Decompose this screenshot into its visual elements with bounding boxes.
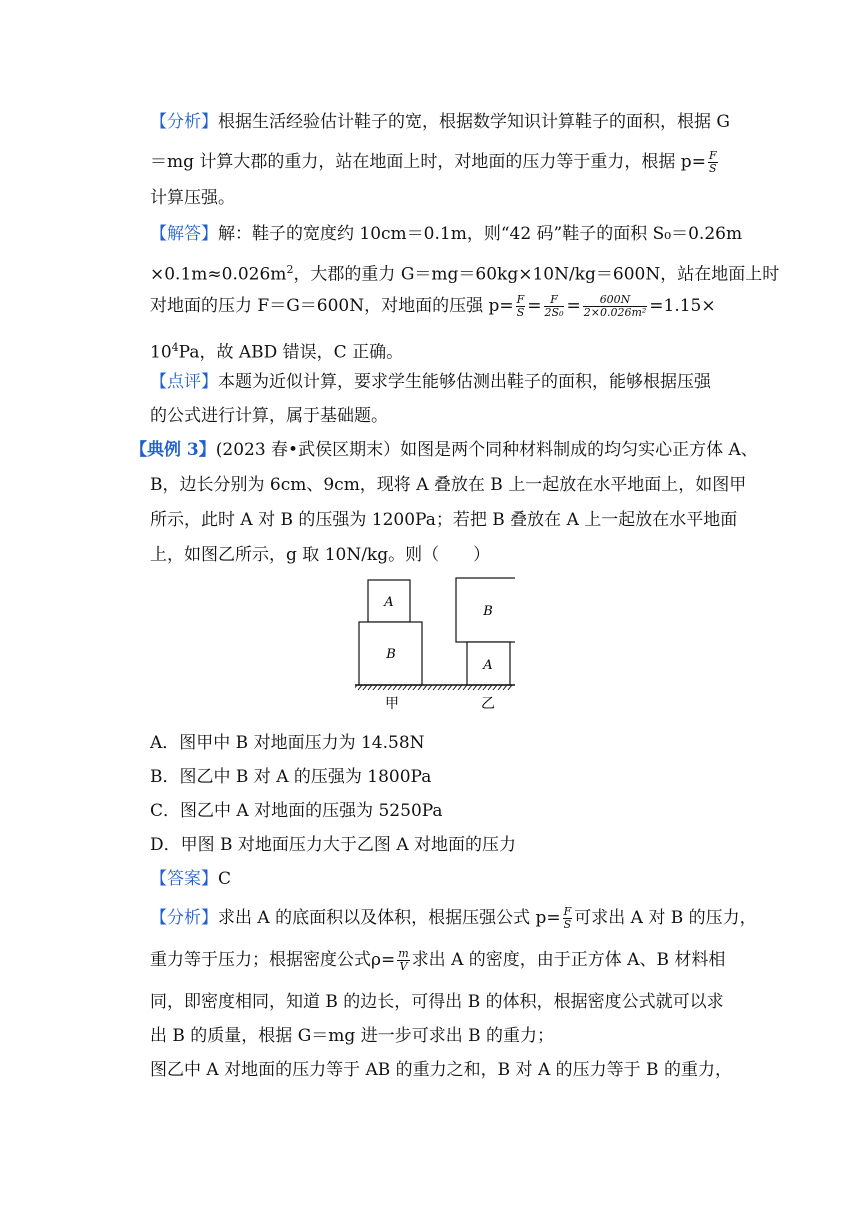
comment-text-2: 的公式进行计算，属于基础题。 xyxy=(150,406,388,426)
example-text-3: 所示，此时 A 对 B 的压强为 1200Pa；若把 B 叠放在 A 上一起放在水平地面 xyxy=(150,510,738,530)
option-c: C．图乙中 A 对地面的压强为 5250Pa xyxy=(150,801,443,821)
answer-text-4b: Pa，故 ABD 错误，C 正确。 xyxy=(178,342,404,363)
example-line-2 xyxy=(150,473,746,497)
answer-line-2 xyxy=(150,258,779,287)
analysis-line-1 xyxy=(150,110,730,134)
figure-left-label-b: B xyxy=(386,647,396,662)
analysis-line-3 xyxy=(150,186,235,210)
option-b: B．图乙中 B 对 A 的压强为 1800Pa xyxy=(150,767,432,787)
answer-text-2b: ，大郡的重力 G＝mg＝60kg×10N/kg＝600N，站在地面上时 xyxy=(293,264,780,285)
analysis2-text-5: 图乙中 A 对地面的压力等于 AB 的重力之和，B 对 A 的压力等于 B 的重力， xyxy=(150,1060,732,1080)
fraction-m-over-v: $\frac{m}{V}$ xyxy=(398,947,409,973)
analysis2-text-1b: 可求出 A 对 B 的压力， xyxy=(574,908,757,928)
fraction-f-over-2s0: $\frac{F}{\text{2S₀}}$ xyxy=(544,293,564,319)
analysis2-line-4 xyxy=(150,1024,554,1048)
analysis2-line-2 xyxy=(150,948,725,973)
option-d: D．甲图 B 对地面压力大于乙图 A 对地面的压力 xyxy=(150,835,517,855)
answer-tag: 【解答】 xyxy=(150,224,218,244)
option-a: A．图甲中 B 对地面压力为 14.58N xyxy=(150,733,425,753)
answer2-value: C xyxy=(218,869,232,889)
analysis-tag: 【分析】 xyxy=(150,112,218,132)
comment-line-1 xyxy=(150,370,711,394)
answer-text-4a: 10 xyxy=(150,342,172,363)
superscript-2: 2 xyxy=(286,263,294,276)
answer-text-1: 解：鞋子的宽度约 10cm＝0.1m，则“42 码”鞋子的面积 S₀＝0.26m xyxy=(218,224,743,244)
answer-text-3a: 对地面的压力 F＝G＝600N，对地面的压强 p= xyxy=(150,296,514,316)
analysis2-text-1a: 求出 A 的底面积以及体积，根据压强公式 p= xyxy=(218,908,561,928)
figure-label-left: 甲 xyxy=(385,696,399,712)
comment-text-1: 本题为近似计算，要求学生能够估测出鞋子的面积，能够根据压强 xyxy=(218,372,711,392)
analysis2-line-1 xyxy=(150,906,757,931)
superscript-4: 4 xyxy=(171,341,179,354)
fraction-f-over-s: $\frac{F}{S}$ xyxy=(708,149,717,175)
fraction-f-over-s-3: $\frac{F}{S}$ xyxy=(563,905,572,931)
analysis-text-2: ＝mg 计算大郡的重力，站在地面上时，对地面的压力等于重力，根据 p= xyxy=(150,152,706,172)
analysis2-text-2a: 重力等于压力；根据密度公式ρ= xyxy=(150,950,396,970)
example-text-4: 上，如图乙所示，g 取 10N/kg。则（ ） xyxy=(150,545,491,565)
analysis2-text-3: 同，即密度相同，知道 B 的边长，可得出 B 的体积，根据密度公式就可以求 xyxy=(150,992,724,1012)
example-line-1 xyxy=(130,438,758,462)
analysis2-text-4: 出 B 的质量，根据 G＝mg 进一步可求出 B 的重力； xyxy=(150,1026,554,1046)
figure-left-label-a: A xyxy=(384,595,394,610)
analysis2-line-5 xyxy=(150,1058,732,1082)
example-text-1: (2023 春•武侯区期末）如图是两个同种材料制成的均匀实心正方体 A、 xyxy=(215,440,758,460)
answer-line-4 xyxy=(150,336,403,365)
analysis-text-1: 根据生活经验估计鞋子的宽，根据数学知识计算鞋子的面积，根据 G xyxy=(218,112,730,132)
answer2-line xyxy=(150,867,231,891)
answer2-tag: 【答案】 xyxy=(150,869,218,889)
example-tag: 【典例 3】 xyxy=(130,440,216,460)
answer-text-2a: ×0.1m≈0.026m xyxy=(150,264,287,285)
figure-right-label-a: A xyxy=(483,658,493,673)
example-text-2: B，边长分别为 6cm、9cm，现将 A 叠放在 B 上一起放在水平地面上，如图甲 xyxy=(150,475,747,495)
answer-line-1 xyxy=(150,222,742,246)
answer-text-3b: =1.15× xyxy=(649,296,716,316)
answer-line-3: 对地面的压力 F＝G＝600N，对地面的压强 p= $\frac{F}{S}$ = $\frac{F}{\text{2S₀}}$ = $\frac{600N}{\text{2×0.026m²}}$ =1.15× xyxy=(150,293,716,319)
analysis-line-2 xyxy=(150,150,720,175)
example-line-4 xyxy=(150,543,490,567)
figure-right-label-b: B xyxy=(483,604,493,619)
analysis2-text-2b: 求出 A 的密度，由于正方体 A、B 材料相 xyxy=(411,950,726,970)
comment-tag: 【点评】 xyxy=(150,372,218,392)
comment-line-2 xyxy=(150,404,388,428)
analysis-text-3: 计算压强。 xyxy=(150,188,235,208)
fraction-f-over-s-2: $\frac{F}{S}$ xyxy=(516,293,525,319)
analysis2-line-3 xyxy=(150,990,724,1014)
figure-label-right: 乙 xyxy=(481,696,495,712)
example-line-3 xyxy=(150,508,737,532)
fraction-600n: $\frac{600N}{\text{2×0.026m²}}$ xyxy=(583,293,647,319)
analysis2-tag: 【分析】 xyxy=(150,908,218,928)
blocks-figure xyxy=(355,575,515,715)
